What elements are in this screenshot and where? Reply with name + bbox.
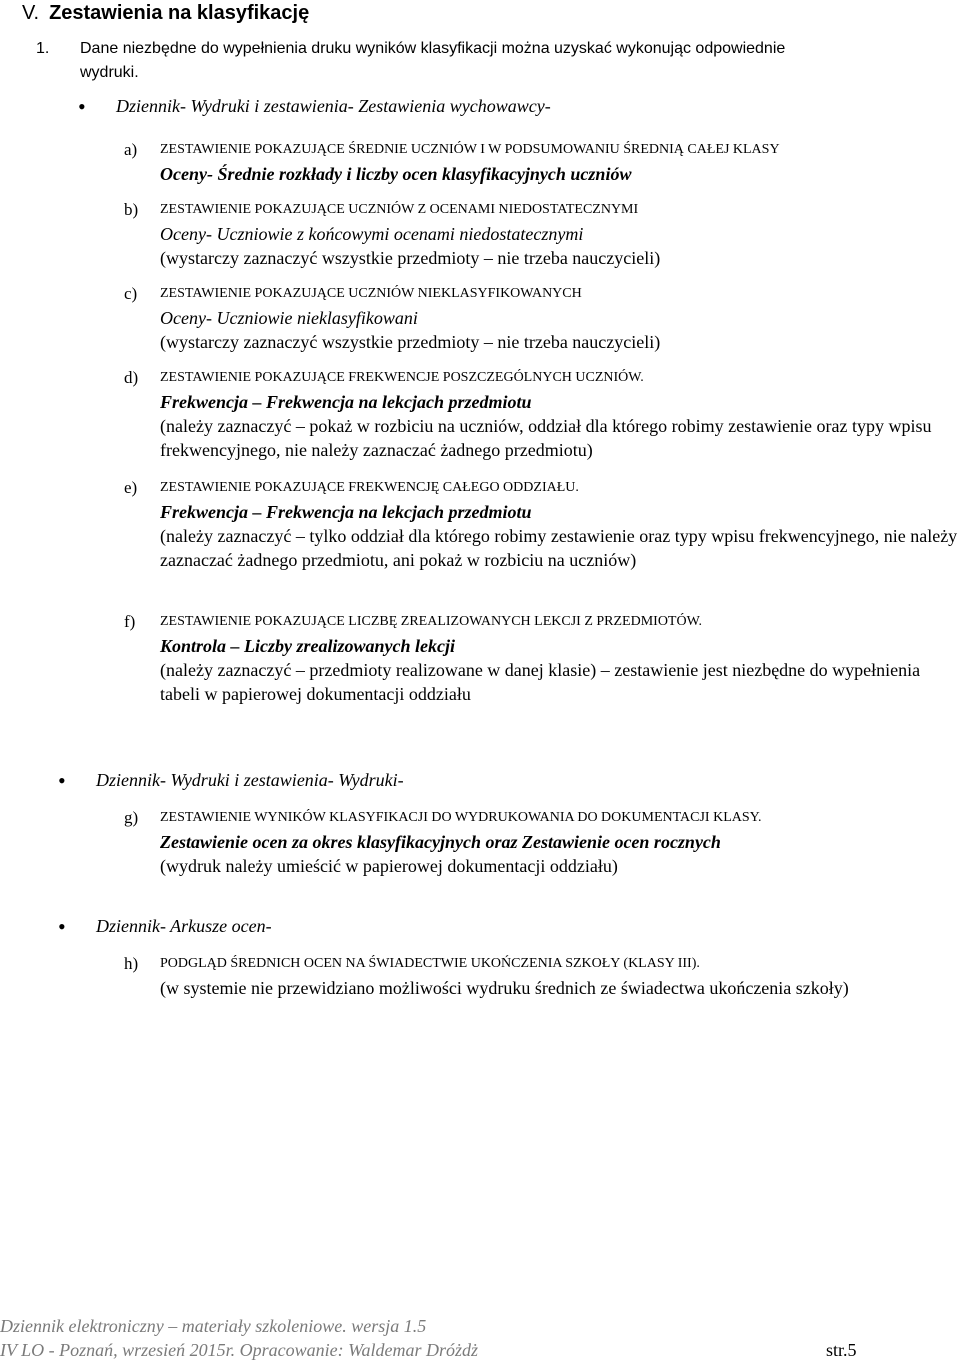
footer-line2: IV LO - Poznań, wrzesień 2015r. Opracowanie: Waldemar Dróżdż <box>0 1340 479 1360</box>
list-item-d <box>124 366 960 462</box>
item-title: ZESTAWIENIE POKAZUJĄCE FREKWENCJE POSZCZEGÓLNYCH UCZNIÓW. <box>160 370 644 385</box>
item-note: (wystarczy zaznaczyć wszystkie przedmioty – nie trzeba nauczycieli) <box>160 332 661 352</box>
list-item-a <box>124 138 960 186</box>
item-note: (należy zaznaczyć – tylko oddział dla którego robimy zestawienie oraz typy wpisu frekwencyjnego, nie należy zaznaczać żadnego przedmiotu, ani pokaż w rozbiciu na uczniów) <box>160 526 958 570</box>
item-letter: d) <box>124 368 139 387</box>
item-title: ZESTAWIENIE POKAZUJĄCE LICZBĘ ZREALIZOWANYCH LEKCJI Z PRZEDMIOTÓW. <box>160 614 703 629</box>
item-title: ZESTAWIENIE POKAZUJĄCE FREKWENCJĘ CAŁEGO ODDZIAŁU. <box>160 480 579 495</box>
bullet-section-2 <box>58 768 404 793</box>
item-path: Oceny- Uczniowie nieklasyfikowani <box>160 308 418 328</box>
bullet-dot: • <box>78 94 86 119</box>
item-title: ZESTAWIENIE POKAZUJĄCE UCZNIÓW Z OCENAMI NIEDOSTATECZNYMI <box>160 202 639 217</box>
item-title: ZESTAWIENIE POKAZUJĄCE ŚREDNIE UCZNIÓW I W PODSUMOWANIU ŚREDNIĄ CAŁEJ KLASY <box>160 142 780 157</box>
bullet-label: Dziennik- Arkusze ocen- <box>96 916 272 936</box>
item-path: Oceny- Uczniowie z końcowymi ocenami niedostatecznymi <box>160 224 584 244</box>
item-note: (należy zaznaczyć – przedmioty realizowane w danej klasie) – zestawienie jest niezbędne do wypełnienia tabeli w papierowej dokumentacji oddziału <box>160 660 921 704</box>
item-title: ZESTAWIENIE WYNIKÓW KLASYFIKACJI DO WYDRUKOWANIA DO DOKUMENTACJI KLASY. <box>160 810 762 825</box>
item-letter: a) <box>124 140 138 159</box>
item-letter: h) <box>124 954 139 973</box>
intro-line2: wydruki. <box>80 64 139 81</box>
footer-line1: Dziennik elektroniczny – materiały szkoleniowe. wersja 1.5 <box>0 1316 427 1336</box>
item-note: (w systemie nie przewidziano możliwości wydruku średnich ze świadectwa ukończenia szkoły) <box>160 978 849 998</box>
bullet-dot: • <box>58 768 66 793</box>
intro-paragraph <box>36 37 936 85</box>
bullet-dot: • <box>58 914 66 939</box>
list-item-h <box>124 952 960 1000</box>
item-letter: c) <box>124 284 138 303</box>
list-item-f <box>124 610 960 706</box>
item-note: (wydruk należy umieścić w papierowej dokumentacji oddziału) <box>160 856 618 876</box>
item-path: Oceny- Średnie rozkłady i liczby ocen klasyfikacyjnych uczniów <box>160 164 632 184</box>
list-item-b <box>124 198 960 270</box>
list-item-c <box>124 282 960 354</box>
intro-line1: Dane niezbędne do wypełnienia druku wyników klasyfikacji można uzyskać wykonując odpowiednie <box>80 40 786 57</box>
item-letter: g) <box>124 808 139 827</box>
item-letter: e) <box>124 478 138 497</box>
page-number: str.5 <box>826 1340 857 1360</box>
item-letter: b) <box>124 200 139 219</box>
item-note: (wystarczy zaznaczyć wszystkie przedmioty – nie trzeba nauczycieli) <box>160 248 661 268</box>
section-heading <box>22 2 309 25</box>
item-path: Frekwencja – Frekwencja na lekcjach przedmiotu <box>160 392 532 412</box>
list-item-g <box>124 806 960 878</box>
bullet-label: Dziennik- Wydruki i zestawienia- Zestawienia wychowawcy- <box>116 96 551 116</box>
item-path: Frekwencja – Frekwencja na lekcjach przedmiotu <box>160 502 532 522</box>
item-letter: f) <box>124 612 136 631</box>
item-note: (należy zaznaczyć – pokaż w rozbiciu na uczniów, oddział dla którego robimy zestawienie oraz typy wpisu frekwencyjnego, nie należy zaznaczać żadnego przedmiotu) <box>160 416 932 460</box>
item-title: ZESTAWIENIE POKAZUJĄCE UCZNIÓW NIEKLASYFIKOWANYCH <box>160 286 582 301</box>
item-title: PODGLĄD ŚREDNICH OCEN NA ŚWIADECTWIE UKOŃCZENIA SZKOŁY (KLASY III). <box>160 956 700 971</box>
bullet-section-1 <box>78 94 551 119</box>
bullet-label: Dziennik- Wydruki i zestawienia- Wydruki- <box>96 770 404 790</box>
list-item-e <box>124 476 960 572</box>
heading-number: V. <box>22 2 40 24</box>
heading-title: Zestawienia na klasyfikację <box>49 2 310 24</box>
bullet-section-3 <box>58 914 272 939</box>
item-path: Zestawienie ocen za okres klasyfikacyjnych oraz Zestawienie ocen rocznych <box>160 832 721 852</box>
intro-number: 1. <box>36 40 50 57</box>
item-path: Kontrola – Liczby zrealizowanych lekcji <box>160 636 455 656</box>
